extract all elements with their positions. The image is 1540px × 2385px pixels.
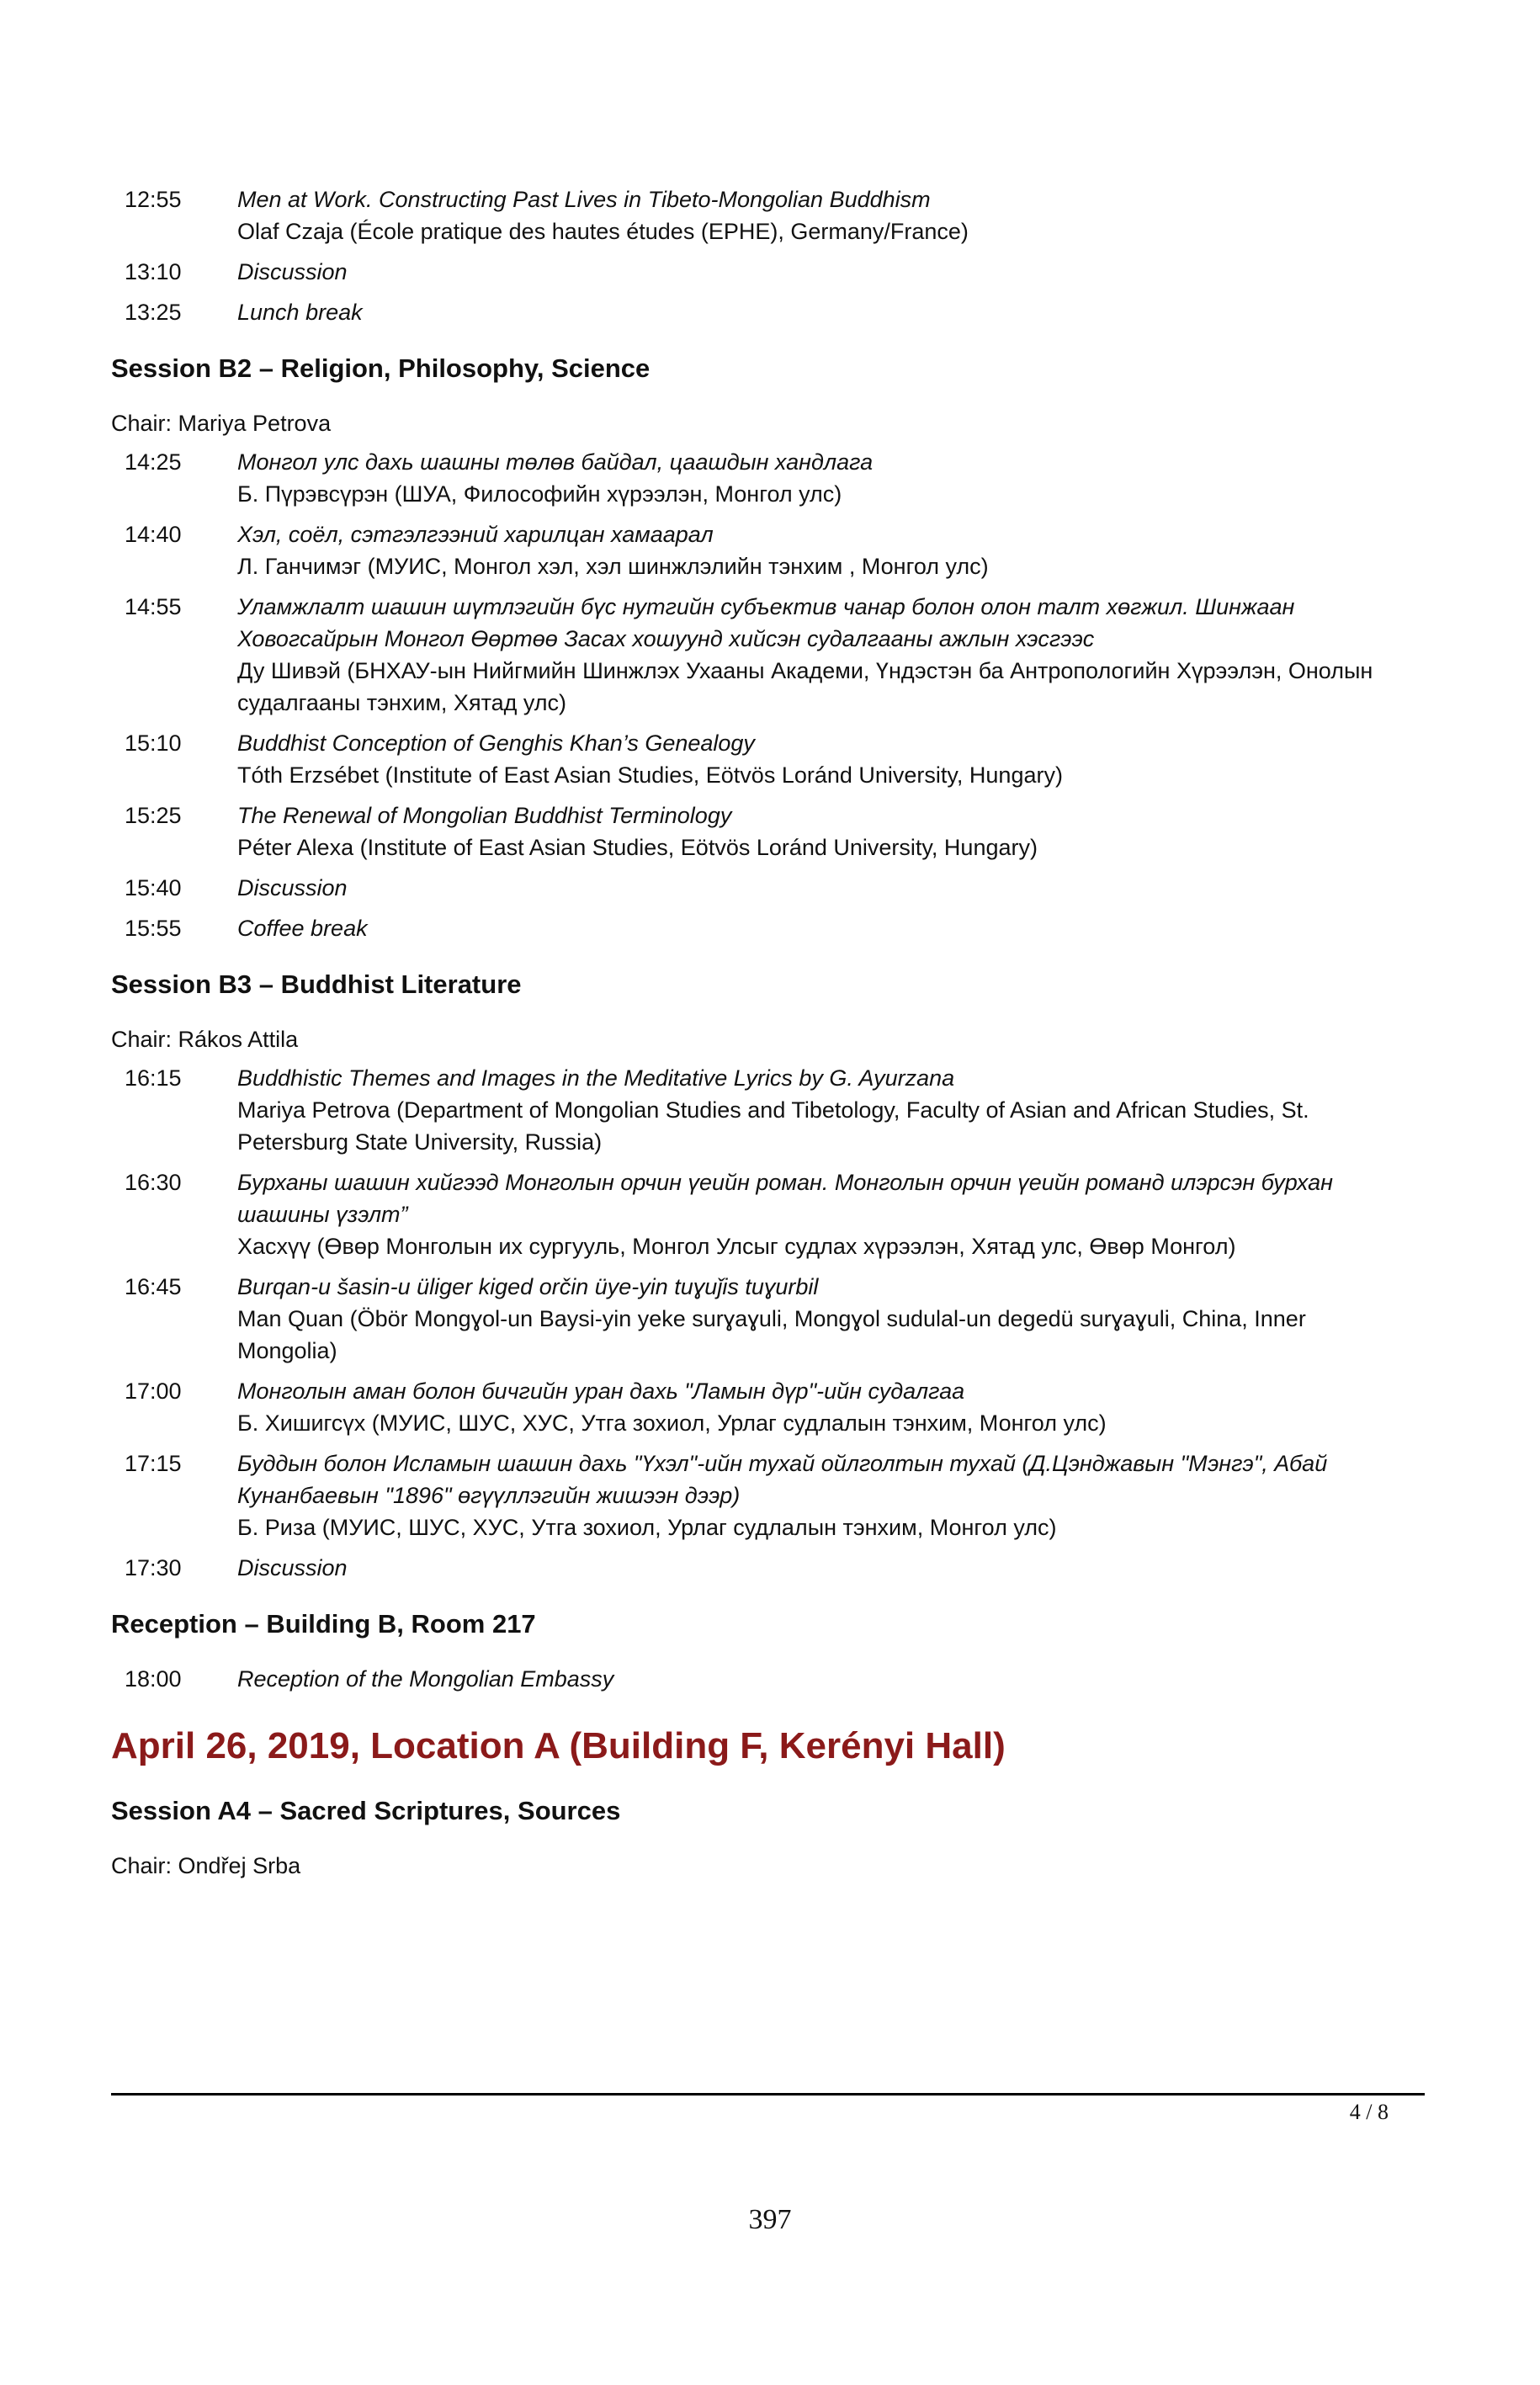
- entry-title: Burqan-u šasin-u üliger kiged orčin üye-yin tuɣuǰis tuɣurbil: [237, 1274, 819, 1299]
- entry-speaker: Mariya Petrova (Department of Mongolian Studies and Tibetology, Faculty of Asian and African Studies, St. Petersburg State University, Russia): [237, 1097, 1309, 1155]
- entry-title: Discussion: [237, 875, 348, 900]
- entry-time: 12:55: [125, 187, 182, 212]
- entry-speaker: Man Quan (Öbör Mongɣol-un Baysi-yin yeke surɣaɣuli, Mongɣol sudulal-un degedü surɣaɣuli, China, Inner Mongolia): [237, 1306, 1306, 1363]
- page-of-indicator: 4 / 8: [1349, 2100, 1389, 2124]
- session-chair: Chair: Mariya Petrova: [111, 411, 332, 436]
- entry-time: 15:55: [125, 916, 182, 941]
- session-heading: Session A4 – Sacred Scriptures, Sources: [111, 1796, 621, 1825]
- entry-time: 15:25: [125, 803, 182, 828]
- entry-title: The Renewal of Mongolian Buddhist Terminology: [237, 803, 732, 828]
- entry-time: 15:10: [125, 730, 182, 756]
- entry-title: Discussion: [237, 1555, 348, 1580]
- schedule-entry: [111, 912, 1424, 944]
- entry-title: Монгол улс дахь шашны төлөв байдал, цаашдын хандлага: [237, 449, 874, 475]
- entry-title: Buddhistic Themes and Images in the Meditative Lyrics by G. Ayurzana: [237, 1065, 955, 1091]
- entry-speaker: Б. Хишигсүх (МУИС, ШУС, ХУС, Утга зохиол, Урлаг судлалын тэнхим, Монгол улс): [237, 1410, 1107, 1436]
- entry-time: 17:15: [125, 1451, 182, 1476]
- schedule-entry: [111, 518, 1424, 582]
- footer-divider: [111, 2093, 1425, 2096]
- entry-speaker: Péter Alexa (Institute of East Asian Studies, Eötvös Loránd University, Hungary): [237, 835, 1038, 860]
- entry-title: Lunch break: [237, 300, 363, 325]
- schedule-entry: [111, 872, 1424, 904]
- entry-time: 16:15: [125, 1065, 182, 1091]
- entry-speaker: Хасхүү (Өвөр Монголын их сургууль, Монгол Улсыг судлах хүрээлэн, Хятад улс, Өвөр Монгол): [237, 1234, 1236, 1259]
- entry-title: Reception of the Mongolian Embassy: [237, 1666, 614, 1692]
- entry-title: Хэл, соёл, сэтгэлгээний харилцан хамаарал: [237, 522, 714, 547]
- schedule-entry: [111, 256, 1424, 288]
- day-heading: April 26, 2019, Location A (Building F, Kerényi Hall): [111, 1725, 1006, 1766]
- schedule-entry: [111, 727, 1424, 791]
- entry-time: 18:00: [125, 1666, 182, 1692]
- schedule-entry: [111, 1447, 1424, 1543]
- entry-time: 17:30: [125, 1555, 182, 1580]
- entry-title: Бурханы шашин хийгээд Монголын орчин үеийн роман. Монголын орчин үеийн романд илэрсэн бурхан шашины үзэлт”: [237, 1170, 1333, 1227]
- entry-time: 13:25: [125, 300, 182, 325]
- entry-time: 17:00: [125, 1378, 182, 1404]
- schedule-entry: [111, 1663, 1424, 1695]
- schedule-entry: [111, 1062, 1424, 1158]
- entry-title: Buddhist Conception of Genghis Khan’s Genealogy: [237, 730, 755, 756]
- entry-speaker: Tóth Erzsébet (Institute of East Asian Studies, Eötvös Loránd University, Hungary): [237, 762, 1063, 788]
- schedule-entry: [111, 1552, 1424, 1584]
- schedule-entry: [111, 591, 1424, 719]
- programme-content: [111, 183, 1424, 1888]
- schedule-entry: [111, 446, 1424, 510]
- entry-title: Уламжлалт шашин шүтлэгийн бүс нутгийн субъектив чанар болон олон талт хөгжил. Шинжаан Ховогсайрын Монгол Өөртөө Засах хошуунд хийсэн судалгааны ажлын хэсгээс: [237, 594, 1295, 651]
- entry-title: Coffee break: [237, 916, 368, 941]
- entry-time: 16:30: [125, 1170, 182, 1195]
- entry-title: Discussion: [237, 259, 348, 284]
- entry-title: Буддын болон Исламын шашин дахь "Үхэл"-ийн тухай ойлголтын тухай (Д.Цэнджавын "Мэнгэ", Абай Кунанбаевын "1896" өгүүллэгийн жишээн дээр): [237, 1451, 1328, 1508]
- schedule-entry: [111, 1166, 1424, 1262]
- entry-time: 15:40: [125, 875, 182, 900]
- schedule-entry: [111, 1271, 1424, 1367]
- entry-time: 14:55: [125, 594, 182, 619]
- schedule-entry: [111, 183, 1424, 247]
- entry-speaker: Л. Ганчимэг (МУИС, Монгол хэл, хэл шинжлэлийн тэнхим , Монгол улс): [237, 554, 989, 579]
- session-chair: Chair: Ondřej Srba: [111, 1853, 301, 1878]
- schedule-entry: [111, 799, 1424, 863]
- session-heading: Reception – Building B, Room 217: [111, 1609, 536, 1639]
- entry-time: 14:25: [125, 449, 182, 475]
- entry-title: Монголын аман болон бичгийн уран дахь "Ламын дүр"-ийн судалгаа: [237, 1378, 965, 1404]
- entry-time: 16:45: [125, 1274, 182, 1299]
- session-heading: Session B2 – Religion, Philosophy, Science: [111, 353, 651, 383]
- entry-speaker: Б. Риза (МУИС, ШУС, ХУС, Утга зохиол, Урлаг судлалын тэнхим, Монгол улс): [237, 1515, 1057, 1540]
- entry-speaker: Б. Пүрэвсүрэн (ШУА, Философийн хүрээлэн, Монгол улс): [237, 481, 842, 507]
- entry-speaker: Olaf Czaja (École pratique des hautes études (EPHE), Germany/France): [237, 219, 969, 244]
- entry-time: 13:10: [125, 259, 182, 284]
- entry-time: 14:40: [125, 522, 182, 547]
- schedule-entry: [111, 1375, 1424, 1439]
- session-chair: Chair: Rákos Attila: [111, 1027, 299, 1052]
- entry-title: Men at Work. Constructing Past Lives in Tibeto-Mongolian Buddhism: [237, 187, 931, 212]
- page-number: 397: [748, 2204, 792, 2235]
- session-heading: Session B3 – Buddhist Literature: [111, 969, 522, 999]
- entry-speaker: Ду Шивэй (БНХАУ-ын Нийгмийн Шинжлэх Ухааны Академи, Үндэстэн ба Антропологийн Хүрээлэн, Онолын судалгааны тэнхим, Хятад улс): [237, 658, 1373, 715]
- schedule-entry: [111, 296, 1424, 328]
